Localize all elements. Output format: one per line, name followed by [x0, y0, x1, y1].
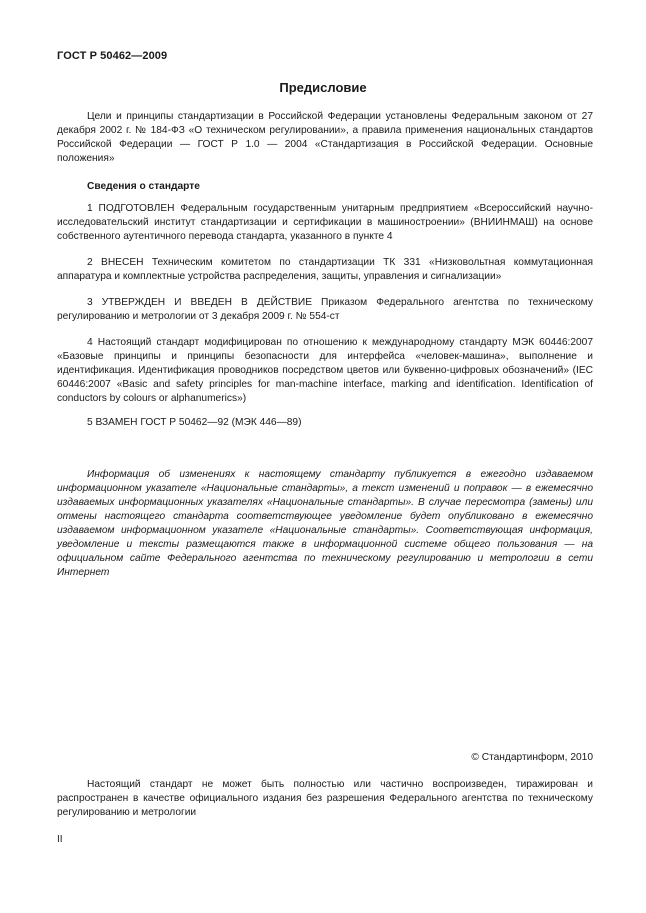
page-number: II: [57, 834, 63, 845]
info-heading: Сведения о стандарте: [87, 181, 200, 192]
item-4: 4 Настоящий стандарт модифицирован по отношению к международному стандарту МЭК 60446:2007 «Базовые принципы и принципы безопасности для интерфейса «человек-машина», выполнение и идентификация. Идентификация проводников посредством цветов или буквенно-цифровых обозначений» (IEC 60446:2007 «Basic and safety principles for man-machine interface, marking and identification. Identification of conductors by colours or alphanumerics»): [57, 337, 593, 404]
copyright: © Стандартинформ, 2010: [471, 752, 593, 763]
reproduction-notice: Настоящий стандарт не может быть полностью или частично воспроизведен, тиражирован и распространен в качестве официального издания без разрешения Федерального агентства по техническому регулированию и метрологии: [57, 779, 593, 818]
page-title: Предисловие: [279, 80, 367, 95]
item-3: 3 УТВЕРЖДЕН И ВВЕДЕН В ДЕЙСТВИЕ Приказом Федерального агентства по техническому регулированию и метрологии от 3 декабря 2009 г. № 554-ст: [57, 297, 593, 322]
item-1: 1 ПОДГОТОВЛЕН Федеральным государственным унитарным предприятием «Всероссийский научно-исследовательский институт стандартизации и сертификации в машиностроении» (ВНИИНМАШ) на основе собственного аутентичного перевода стандарта, указанного в пункте 4: [57, 203, 593, 242]
item-5: 5 ВЗАМЕН ГОСТ Р 50462—92 (МЭК 446—89): [87, 417, 302, 428]
document-code: ГОСТ Р 50462—2009: [57, 50, 168, 62]
item-2: 2 ВНЕСЕН Техническим комитетом по стандартизации ТК 331 «Низковольтная коммутационная аппаратура и комплектные устройства распределения, защиты, управления и сигнализации»: [57, 257, 593, 282]
notice-paragraph: Информация об изменениях к настоящему стандарту публикуется в ежегодно издаваемом информационном указателе «Национальные стандарты», а текст изменений и поправок — в ежемесячно издаваемых информационных указателях «Национальные стандарты». В случае пересмотра (замены) или отмены настоящего стандарта соответствующее уведомление будет опубликовано в ежемесячно издаваемом информационном указателе «Национальные стандарты». Соответствующая информация, уведомление и тексты размещаются также в информационной системе общего пользования — на официальном сайте Федерального агентства по техническому регулированию и метрологии в сети Интернет: [57, 469, 593, 578]
intro-paragraph: Цели и принципы стандартизации в Российской Федерации установлены Федеральным законом от 27 декабря 2002 г. № 184-ФЗ «О техническом регулировании», а правила применения национальных стандартов Российской Федерации — ГОСТ Р 1.0 — 2004 «Стандартизация в Российской Федерации. Основные положения»: [57, 111, 593, 164]
